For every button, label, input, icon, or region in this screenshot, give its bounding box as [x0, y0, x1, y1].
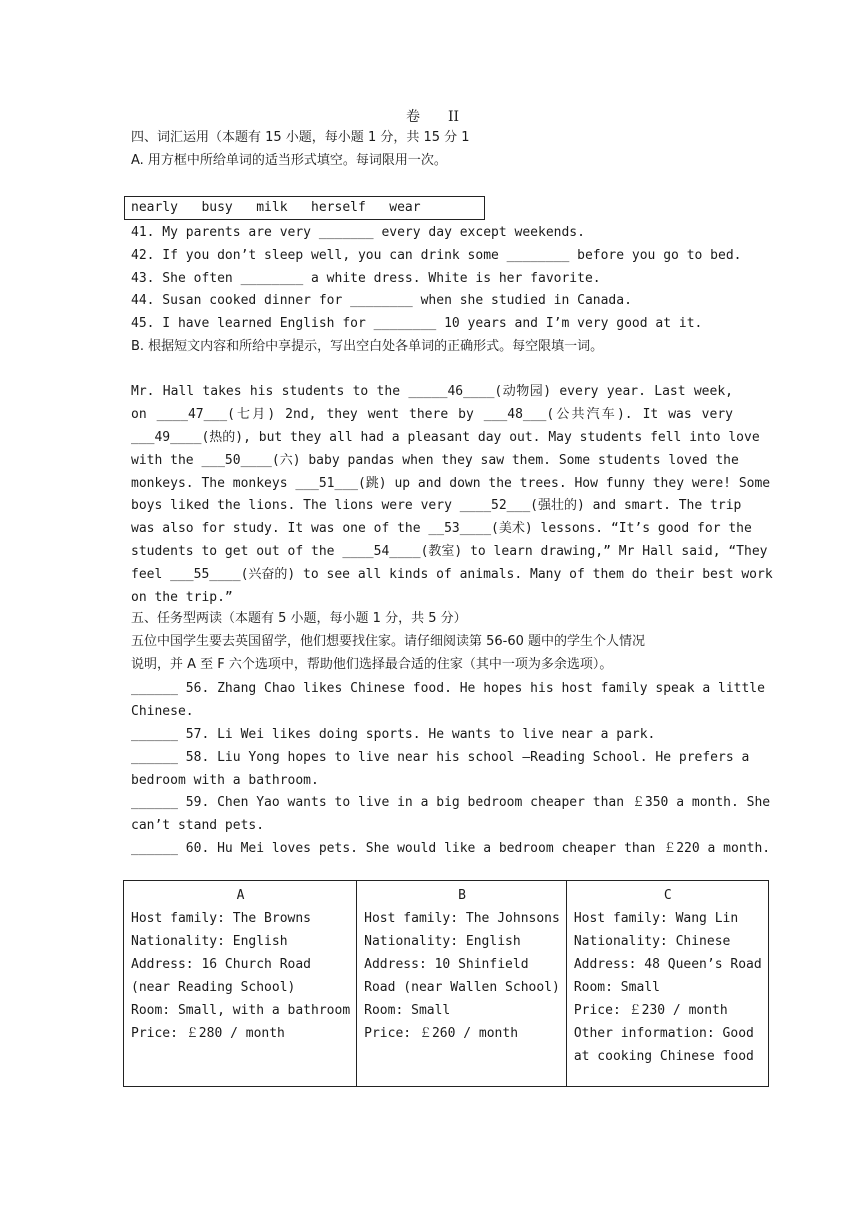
- option-label: B: [458, 888, 466, 903]
- item-59-cont: can’t stand pets.: [131, 818, 265, 834]
- passage-line: with the ___50____(六) baby pandas when they saw them. Some students loved the: [131, 452, 739, 468]
- host-line: Address: 48 Queen’s Road: [573, 957, 762, 972]
- passage-line: feel ___55____(兴奋的) to see all kinds of animals. Many of them do their best work: [131, 567, 773, 583]
- host-line: Nationality: English: [131, 934, 288, 949]
- task-items: [131, 678, 771, 861]
- host-line: Room: Small: [364, 1003, 451, 1018]
- host-line: Room: Small, with a bathroom: [131, 1003, 351, 1018]
- host-line: at cooking Chinese food: [573, 1049, 754, 1064]
- item-60: ______ 60. Hu Mei loves pets. She would like a bedroom cheaper than ￡220 a month.: [131, 841, 771, 857]
- part4-a-instruction: A. 用方框中所给单词的适当形式填空。每词限用一次。: [131, 153, 447, 168]
- item-56: ______ 56. Zhang Chao likes Chinese food. He hopes his host family speak a little: [131, 681, 765, 696]
- passage-line: Mr. Hall takes his students to the _____46____(动物园) every year. Last week,: [131, 384, 733, 399]
- passage-line: ___49____(热的), but they all had a pleasant day out. May students fell into love: [131, 429, 760, 445]
- part5-instruction-2: 说明，并 A 至 F 六个选项中，帮助他们选择最合适的住家（其中一项为多余选项）。: [131, 657, 613, 672]
- part5-heading: 五、任务型两读（本题有 5 小题，每小题 1 分，共 5 分）: [131, 611, 467, 626]
- host-line: Nationality: English: [364, 934, 521, 949]
- item-59: ______ 59. Chen Yao wants to live in a big bedroom cheaper than ￡350 a month. She: [131, 795, 771, 811]
- host-option-a: [124, 881, 357, 1087]
- host-line: Address: 10 Shinfield: [364, 957, 529, 972]
- host-line: Room: Small: [573, 980, 660, 995]
- item-57: ______ 57. Li Wei likes doing sports. He wants to live near a park.: [131, 726, 656, 742]
- passage-line: boys liked the lions. The lions were very ____52___(强壮的) and smart. The trip: [131, 498, 742, 514]
- passage-line: on ____47___(七月) 2nd, they went there by ___48___(公共汽车). It was very: [131, 406, 733, 422]
- question-45: 45. I have learned English for ________ 10 years and I’m very good at it.: [131, 316, 703, 331]
- part4-b-instruction: B. 根据短文内容和所给中享提示，写出空白处各单词的正确形式。每空限填一词。: [131, 339, 604, 354]
- host-line: Address: 16 Church Road: [131, 957, 312, 972]
- option-label: C: [663, 888, 672, 903]
- question-42: 42. If you don’t sleep well, you can drink some ________ before you go to bed.: [131, 248, 742, 263]
- host-line: Host family: The Browns: [131, 911, 312, 926]
- question-43: 43. She often ________ a white dress. White is her favorite.: [131, 271, 601, 286]
- host-family-table: [123, 880, 769, 1087]
- passage-line: students to get out of the ____54____(教室) to learn drawing,” Mr Hall said, “They: [131, 544, 768, 560]
- host-line: (near Reading School): [131, 980, 296, 995]
- host-line: Other information: Good: [573, 1026, 754, 1041]
- question-44: 44. Susan cooked dinner for ________ when she studied in Canada.: [131, 293, 632, 308]
- host-line: Price: ￡230 / month: [573, 1003, 728, 1018]
- item-58: ______ 58. Liu Yong hopes to live near his school –Reading School. He prefers a: [131, 749, 750, 765]
- option-label: A: [236, 888, 245, 903]
- item-58-cont: bedroom with a bathroom.: [131, 772, 319, 788]
- host-option-b: [357, 881, 567, 1087]
- question-41: 41. My parents are very _______ every day except weekends.: [131, 225, 585, 240]
- host-line: Nationality: Chinese: [573, 934, 731, 949]
- host-option-c: [566, 881, 768, 1087]
- passage-line: was also for study. It was one of the __53____(美术) lessons. “It’s good for the: [131, 521, 752, 537]
- host-line: Host family: The Johnsons: [364, 911, 560, 926]
- host-line: Road (near Wallen School): [364, 980, 560, 995]
- host-line: Price: ￡280 / month: [131, 1026, 285, 1041]
- part4-heading: 四、词汇运用（本题有 15 小题，每小题 1 分，共 15 分 1: [131, 130, 470, 145]
- host-line: Host family: Wang Lin: [573, 911, 739, 926]
- section-title: 卷 II: [405, 109, 460, 125]
- passage-line: on the trip.”: [131, 590, 233, 606]
- cloze-passage: [131, 381, 773, 610]
- part5-instruction-1: 五位中国学生要去英国留学，他们想要找住家。请仔细阅读第 56-60 题中的学生个人情况: [131, 634, 646, 649]
- word-box: nearly busy milk herself wear: [124, 196, 485, 220]
- item-56-cont: Chinese.: [131, 703, 194, 719]
- host-line: Price: ￡260 / month: [364, 1026, 519, 1041]
- passage-line: monkeys. The monkeys ___51___(跳) up and down the trees. How funny they were! Some: [131, 475, 771, 491]
